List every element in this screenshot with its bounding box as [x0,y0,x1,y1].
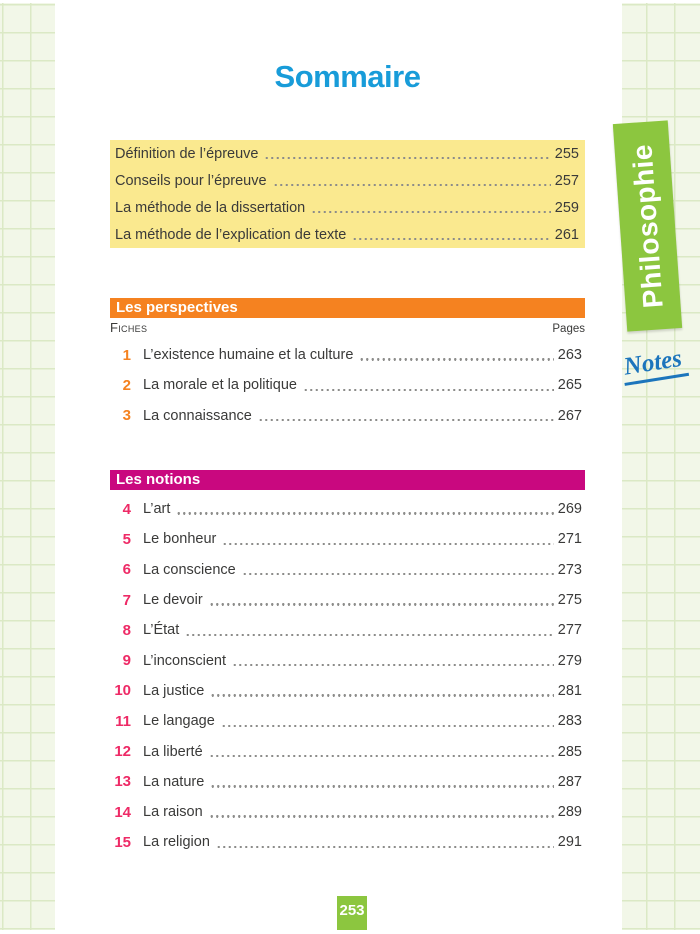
dot-leader [264,157,550,159]
notes-handwritten-label: Notes [620,344,690,386]
entry-page-number: 257 [554,172,579,189]
entry-number: 4 [122,500,131,518]
entry-page-number: 265 [557,377,582,394]
entry-page-number: 291 [557,834,582,851]
dot-leader [185,634,554,636]
toc-entry [110,585,582,615]
dot-leader [176,512,553,514]
entry-page-number: 285 [557,743,582,760]
toc-entry [110,827,582,857]
toc-entry [110,340,582,370]
entry-page-number: 269 [557,501,582,518]
entry-page-number: 275 [557,592,582,609]
notions-entry-list [110,494,585,858]
entry-label: L’inconscient [143,652,227,669]
dot-leader [273,184,551,186]
entry-label: La nature [143,773,205,790]
section-header-notions: Les notions [110,470,585,490]
entry-page-number: 259 [554,199,579,216]
entry-page-number: 267 [557,407,582,424]
entry-label: La méthode de l’explication de texte [115,226,347,243]
page-number-badge: 253 [337,896,367,930]
entry-label: L’État [143,622,180,639]
toc-entry [110,706,582,736]
intro-toc-box [110,140,585,248]
toc-entry [115,167,579,194]
page-title: Sommaire [274,59,421,94]
entry-label: La morale et la politique [143,377,297,394]
entry-number: 3 [122,407,131,425]
entry-number: 1 [122,346,131,364]
dot-leader [258,419,554,421]
entry-page-number: 289 [557,804,582,821]
entry-number: 10 [114,682,131,700]
dot-leader [352,238,550,240]
entry-label: La connaissance [143,407,252,424]
dot-leader [222,543,553,545]
dot-leader [242,573,554,575]
entry-label: La justice [143,682,205,699]
entry-label: La conscience [143,561,236,578]
dot-leader [359,358,553,360]
entry-number: 14 [114,803,131,821]
entry-page-number: 277 [557,622,582,639]
entry-number: 8 [122,621,131,639]
entry-label: La liberté [143,743,203,760]
entry-label: L’existence humaine et la culture [143,347,354,364]
entry-label: La méthode de la dissertation [115,199,306,216]
entry-page-number: 273 [557,561,582,578]
entry-label: Le bonheur [143,531,217,548]
entry-label: Le devoir [143,592,203,609]
toc-entry [110,736,582,766]
entry-page-number: 287 [557,773,582,790]
entry-page-number: 283 [557,713,582,730]
book-page [55,0,622,934]
dot-leader [209,603,554,605]
entry-number: 6 [122,561,131,579]
entry-number: 12 [114,743,131,761]
entry-label: Conseils pour l’épreuve [115,172,267,189]
toc-entry [110,401,582,431]
entry-page-number: 263 [557,347,582,364]
dot-leader [209,815,554,817]
entry-page-number: 271 [557,531,582,548]
entry-number: 5 [122,530,131,548]
entry-page-number: 255 [554,145,579,162]
section-header-perspectives: Les perspectives [110,298,585,318]
dot-leader [311,211,551,213]
entry-label: La religion [143,834,210,851]
dot-leader [221,725,554,727]
philosophie-tab-label: Philosophie [625,143,669,310]
toc-entry [110,555,582,585]
dot-leader [216,846,554,848]
dot-leader [210,785,554,787]
entry-page-number: 281 [557,682,582,699]
toc-entry [110,767,582,797]
toc-entry [115,140,579,167]
toc-entry [110,615,582,645]
list-column-header [110,320,585,337]
dot-leader [232,664,554,666]
entry-number: 11 [115,712,131,730]
entry-page-number: 279 [557,652,582,669]
entry-number: 15 [114,833,131,851]
entry-label: La raison [143,804,203,821]
dot-leader [210,694,554,696]
entry-label: L’art [143,501,171,518]
pages-column-label: Pages [552,323,585,335]
entry-number: 9 [122,652,131,670]
toc-entry [110,370,582,400]
dot-leader [209,755,554,757]
toc-entry [110,797,582,827]
entry-label: Définition de l’épreuve [115,145,259,162]
entry-number: 2 [122,376,131,394]
toc-entry [110,524,582,554]
entry-page-number: 261 [554,226,579,243]
toc-entry [110,676,582,706]
entry-number: 13 [114,773,131,791]
toc-entry [110,494,582,524]
toc-entry [110,645,582,675]
dot-leader [303,389,554,391]
toc-entry [115,194,579,221]
perspectives-entry-list [110,340,585,431]
entry-label: Le langage [143,713,215,730]
entry-number: 7 [122,591,131,609]
toc-entry [115,221,579,248]
fiches-column-label: Fiches [110,320,148,335]
